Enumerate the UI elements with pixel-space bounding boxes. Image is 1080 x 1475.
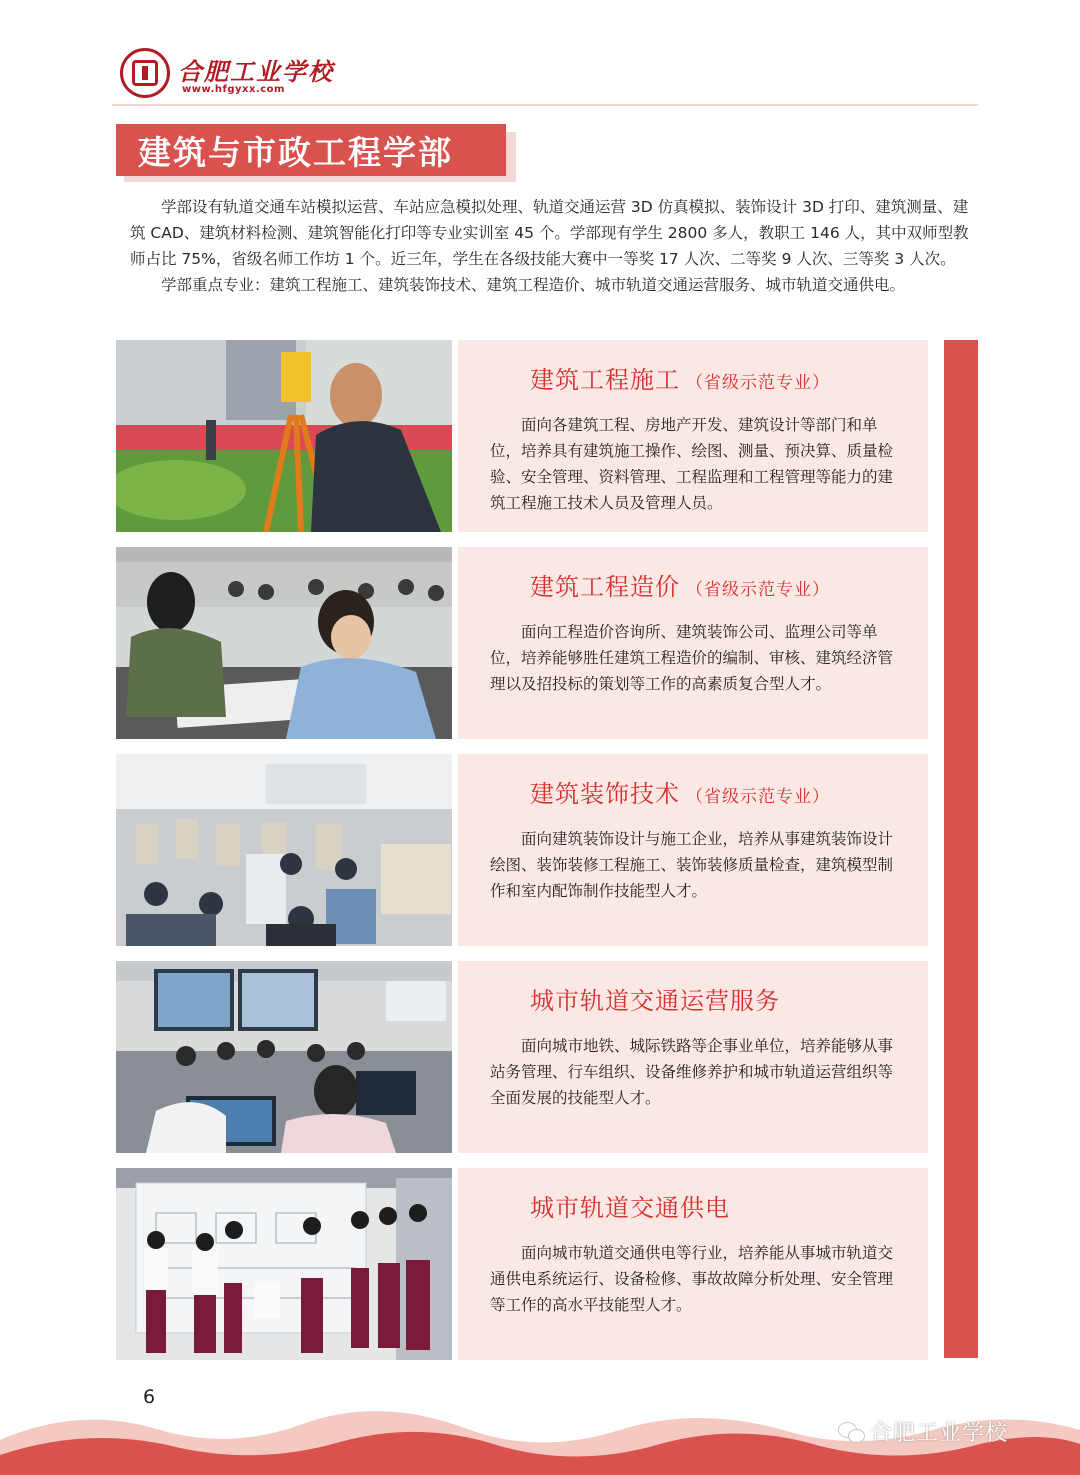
photo-classroom-drawing	[116, 547, 452, 739]
major-card-rail-operation	[458, 961, 928, 1153]
major-description: 面向城市轨道交通供电等行业，培养能从事城市轨道交通供电系统运行、设备检修、事故故障分析处理、安全管理等工作的高水平技能型人才。	[490, 1244, 894, 1314]
photo-rail-simulation-lab	[116, 961, 452, 1153]
major-card-decoration	[458, 754, 928, 946]
major-card-rail-power	[458, 1168, 928, 1360]
wechat-account-name: 合肥工业学校	[870, 1421, 1009, 1446]
school-url[interactable]: www.hfgyxx.com	[182, 84, 285, 95]
photo-power-supply-training	[116, 1168, 452, 1360]
major-card-cost	[458, 547, 928, 739]
wechat-account-badge	[838, 1416, 1008, 1447]
school-seal-logo	[120, 48, 170, 98]
page-title: 建筑与市政工程学部	[138, 132, 453, 172]
wechat-icon	[838, 1422, 864, 1442]
major-description: 面向建筑装饰设计与施工企业，培养从事建筑装饰设计绘图、装饰装修工程施工、装饰装修质量检查，建筑模型制作和室内配饰制作技能型人才。	[490, 830, 894, 900]
major-tag: （省级示范专业）	[686, 373, 830, 393]
major-tag: （省级示范专业）	[686, 787, 830, 807]
intro-paragraph: 学部设有轨道交通车站模拟运营、车站应急模拟处理、轨道交通运营 3D 仿真模拟、装饰设计 3D 打印、建筑测量、建筑 CAD、建筑材料检测、建筑智能化打印等专业实训室 45 个。学部现有学生 2800 多人，教职工 146 人，其中双师型教师占比 75%，省级名师工作坊 1 个。近三年，学生在各级技能大赛中一等奖 17 人次、二等奖 9 人次、三等奖 3 人次。	[130, 198, 969, 268]
major-card-construction	[458, 340, 928, 532]
page-number: 6	[143, 1386, 156, 1408]
side-accent-bar	[944, 340, 978, 1358]
major-description: 面向城市地铁、城际铁路等企事业单位，培养能够从事站务管理、行车组织、设备维修养护和城市轨道运营组织等全面发展的技能型人才。	[490, 1037, 894, 1107]
major-title: 城市轨道交通运营服务	[530, 987, 780, 1015]
page-title-banner	[116, 124, 506, 176]
major-description: 面向工程造价咨询所、建筑装饰公司、监理公司等单位，培养能够胜任建筑工程造价的编制、审核、建筑经济管理以及招投标的策划等工作的高素质复合型人才。	[490, 623, 894, 693]
major-title: 建筑工程施工 （省级示范专业）	[530, 366, 830, 394]
major-title: 建筑工程造价 （省级示范专业）	[530, 573, 830, 601]
photo-surveying	[116, 340, 452, 532]
major-title: 建筑装饰技术 （省级示范专业）	[530, 780, 830, 808]
school-name-logo: 合肥工业学校	[178, 57, 334, 86]
major-tag: （省级示范专业）	[686, 580, 830, 600]
header-divider	[112, 104, 978, 106]
major-title: 城市轨道交通供电	[530, 1194, 730, 1222]
intro-text	[130, 194, 970, 298]
photo-painting-studio	[116, 754, 452, 946]
intro-key-majors: 学部重点专业：建筑工程施工、建筑装饰技术、建筑工程造价、城市轨道交通运营服务、城市轨道交通供电。	[161, 276, 906, 294]
major-description: 面向各建筑工程、房地产开发、建筑设计等部门和单位，培养具有建筑施工操作、绘图、测量、预决算、质量检验、安全管理、资料管理、工程监理和工程管理等能力的建筑工程施工技术人员及管理人员。	[490, 416, 894, 512]
